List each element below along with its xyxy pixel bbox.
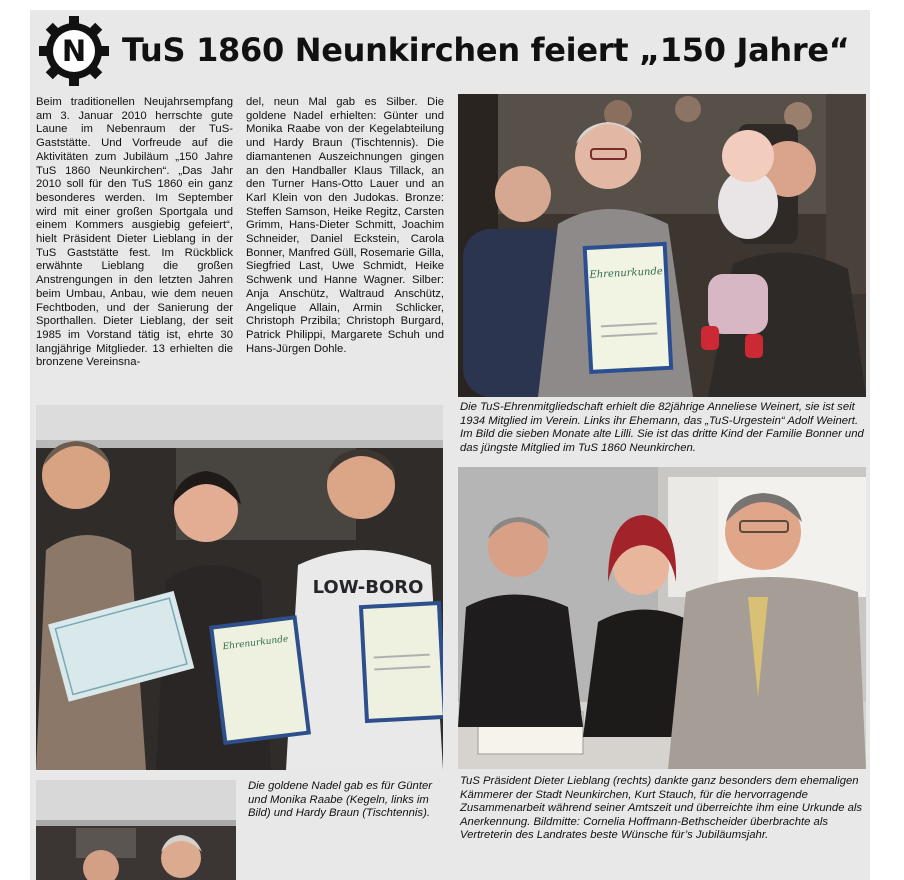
caption-president-thanks: TuS Präsident Dieter Lieblang (rechts) dankte ganz besonders dem ehemaligen Kämmerer der Stadt Neunkirchen, Kurt Stauch, für die hervorragende Zusammenarbeit während seiner Amtszeit und überreichte ihm eine Urkunde als Anerkennung. Bildmitte: Cornelia Hoffmann-Bethscheider überbrachte als Vertreterin des Landrates beste Wünsche für’s Jubiläumsjahr.: [460, 775, 863, 842]
photo-bottom-left: [36, 780, 236, 880]
headline: TuS 1860 Neunkirchen feiert „150 Jahre“: [122, 31, 850, 69]
photo-honorary-member: [458, 94, 866, 397]
caption-honorary-member: Die TuS-Ehrenmitgliedschaft erhielt die 82jährige Anneliese Weinert, sie ist seit 1934 Mitglied im Verein. Links ihr Ehemann, das „TuS-Urgestein“ Adolf Weinert. Im Bild die sieben Monate alte Lilli. Sie ist das dritte Kind der Familie Bonner und das jüngste Mitglied im TuS 1860 Neunkirchen.: [460, 401, 864, 454]
logo-letter: N: [61, 34, 87, 68]
club-logo: [38, 15, 110, 87]
photo-president-thanks: [458, 467, 866, 769]
certificate-title-1: Ehrenurkunde: [589, 266, 664, 281]
shirt-text: LOW-BORO: [312, 577, 424, 598]
article-sheet: [30, 10, 870, 880]
certificate-title-2: Ehrenurkunde: [222, 634, 289, 653]
article-column-2: del, neun Mal gab es Silber. Die goldene Nadel erhielten: Günter und Monika Raabe von der Kegelabteilung und Hardy Braun (Tischtennis). Die diamantenen Auszeichnungen gingen an den Handballer Klaus Tillack, an den Turner Hans-Otto Lauer und an Karl Klein von den Judokas. Bronze: Steffen Samson, Heike Regitz, Carsten Grimm, Hans-Dieter Schmitt, Joachim Schneider, Daniel Eckstein, Carola Bonner, Manfred Güll, Rosemarie Gilla, Siegfried Last, Uwe Schmidt, Heike Schwenk und Hanne Wagner. Silber: Anja Anschütz, Waltraud Anschütz, Angelique Allain, Armin Schlicker, Christoph Przibila; Christoph Burgard, Patrick Philippi, Margarete Schuh und Hans-Jürgen Dohle.: [246, 96, 444, 355]
article-header: [30, 10, 870, 90]
photo-golden-pin: [36, 405, 443, 770]
caption-golden-pin: Die goldene Nadel gab es für Günter und Monika Raabe (Kegeln, links im Bild) und Hardy Braun (Tischtennis).: [248, 780, 433, 820]
article-column-1: Beim traditionellen Neujahrsempfang am 3. Januar 2010 herrschte gute Laune im Nebenraum der TuS-Gaststätte. Und Vorfreude auf die Aktivitäten zum Jubiläum „150 Jahre TuS 1860 Neunkirchen“. „Das Jahr 2010 soll für den TuS 1860 ein ganz besonderes werden. Im September wird mit einer großen Sportgala und einem Kommers ausgiebig gefeiert“, hielt Präsident Dieter Lieblang in der TuS Gaststätte fest. Im Rückblick erwähnte Lieblang die großen Anstrengungen in den letzten Jahren beim Umbau, Anbau, wie dem neuen Fechtboden, und der Sanierung der Sporthallen. Dieter Lieblang, der seit 1985 im Vorstand tätig ist, ehrte 30 langjährige Mitglieder. 13 erhielten die bronzene Vereinsna-: [36, 96, 233, 369]
